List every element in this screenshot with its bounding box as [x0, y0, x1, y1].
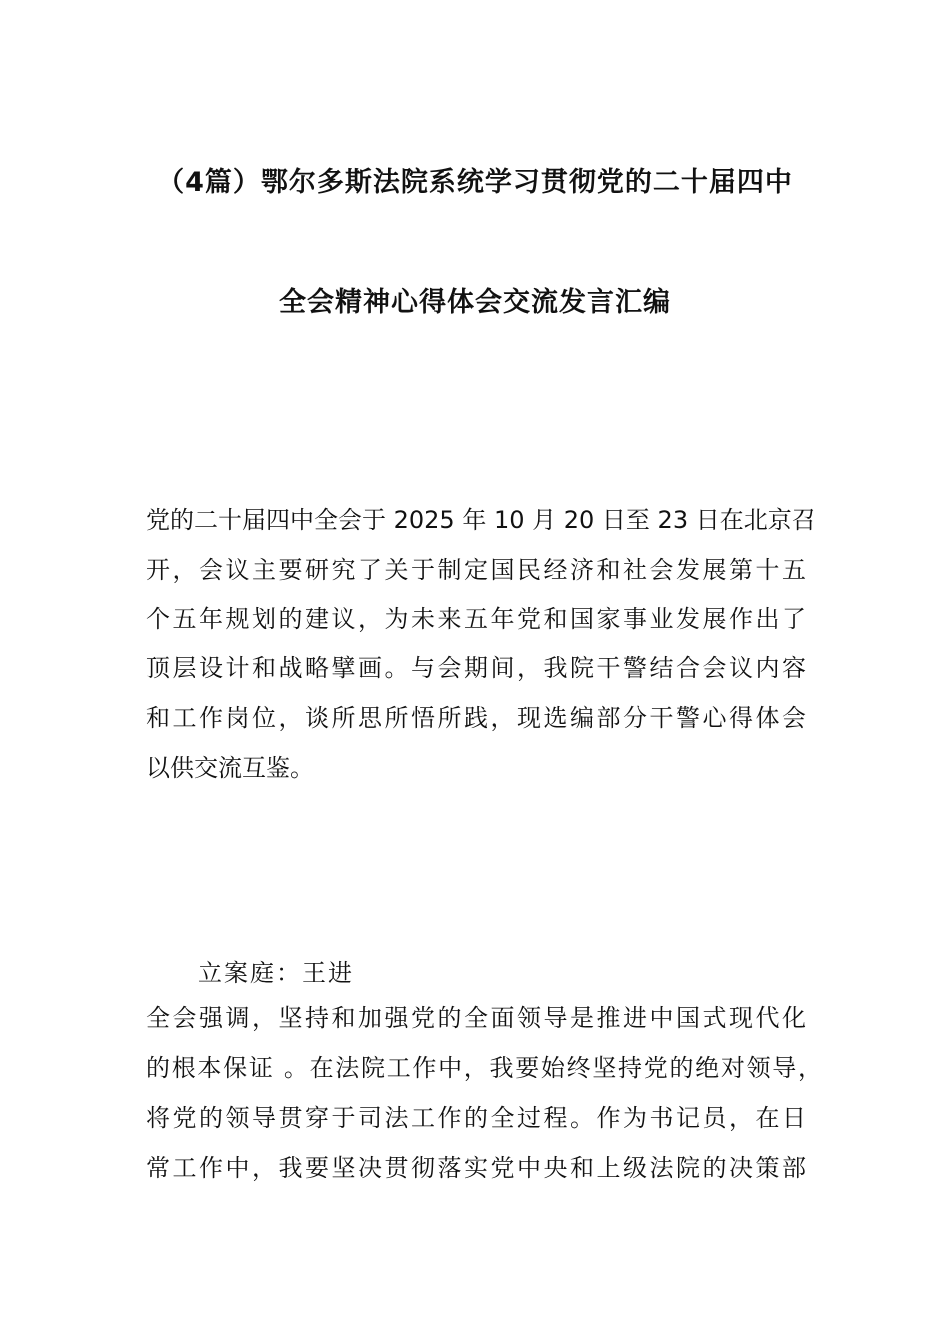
- intro-line: 以供交流互鉴。: [146, 754, 314, 782]
- intro-line: 顶层设计和战略擘画。与会期间，我院干警结合会议内容: [146, 654, 806, 682]
- section-line: 全会强调，坚持和加强党的全面领导是推进中国式现代化: [146, 1004, 806, 1032]
- intro-line: 和工作岗位，谈所思所悟所践，现选编部分干警心得体会: [146, 704, 806, 732]
- section-author: 立案庭：王进: [198, 959, 354, 987]
- document-title-line-1: （4篇）鄂尔多斯法院系统学习贯彻党的二十届四中: [157, 167, 793, 198]
- document-title-line-2: 全会精神心得体会交流发言汇编: [279, 287, 671, 318]
- intro-line: 党的二十届四中全会于 2025 年 10 月 20 日至 23 日在北京召: [146, 506, 816, 534]
- section-line: 将党的领导贯穿于司法工作的全过程。作为书记员，在日: [146, 1104, 806, 1132]
- section-line: 常工作中，我要坚决贯彻落实党中央和上级法院的决策部: [146, 1154, 806, 1182]
- intro-line: 开，会议主要研究了关于制定国民经济和社会发展第十五: [146, 556, 806, 584]
- section-line: 的根本保证 。在法院工作中，我要始终坚持党的绝对领导，: [146, 1054, 822, 1082]
- intro-line: 个五年规划的建议，为未来五年党和国家事业发展作出了: [146, 605, 806, 633]
